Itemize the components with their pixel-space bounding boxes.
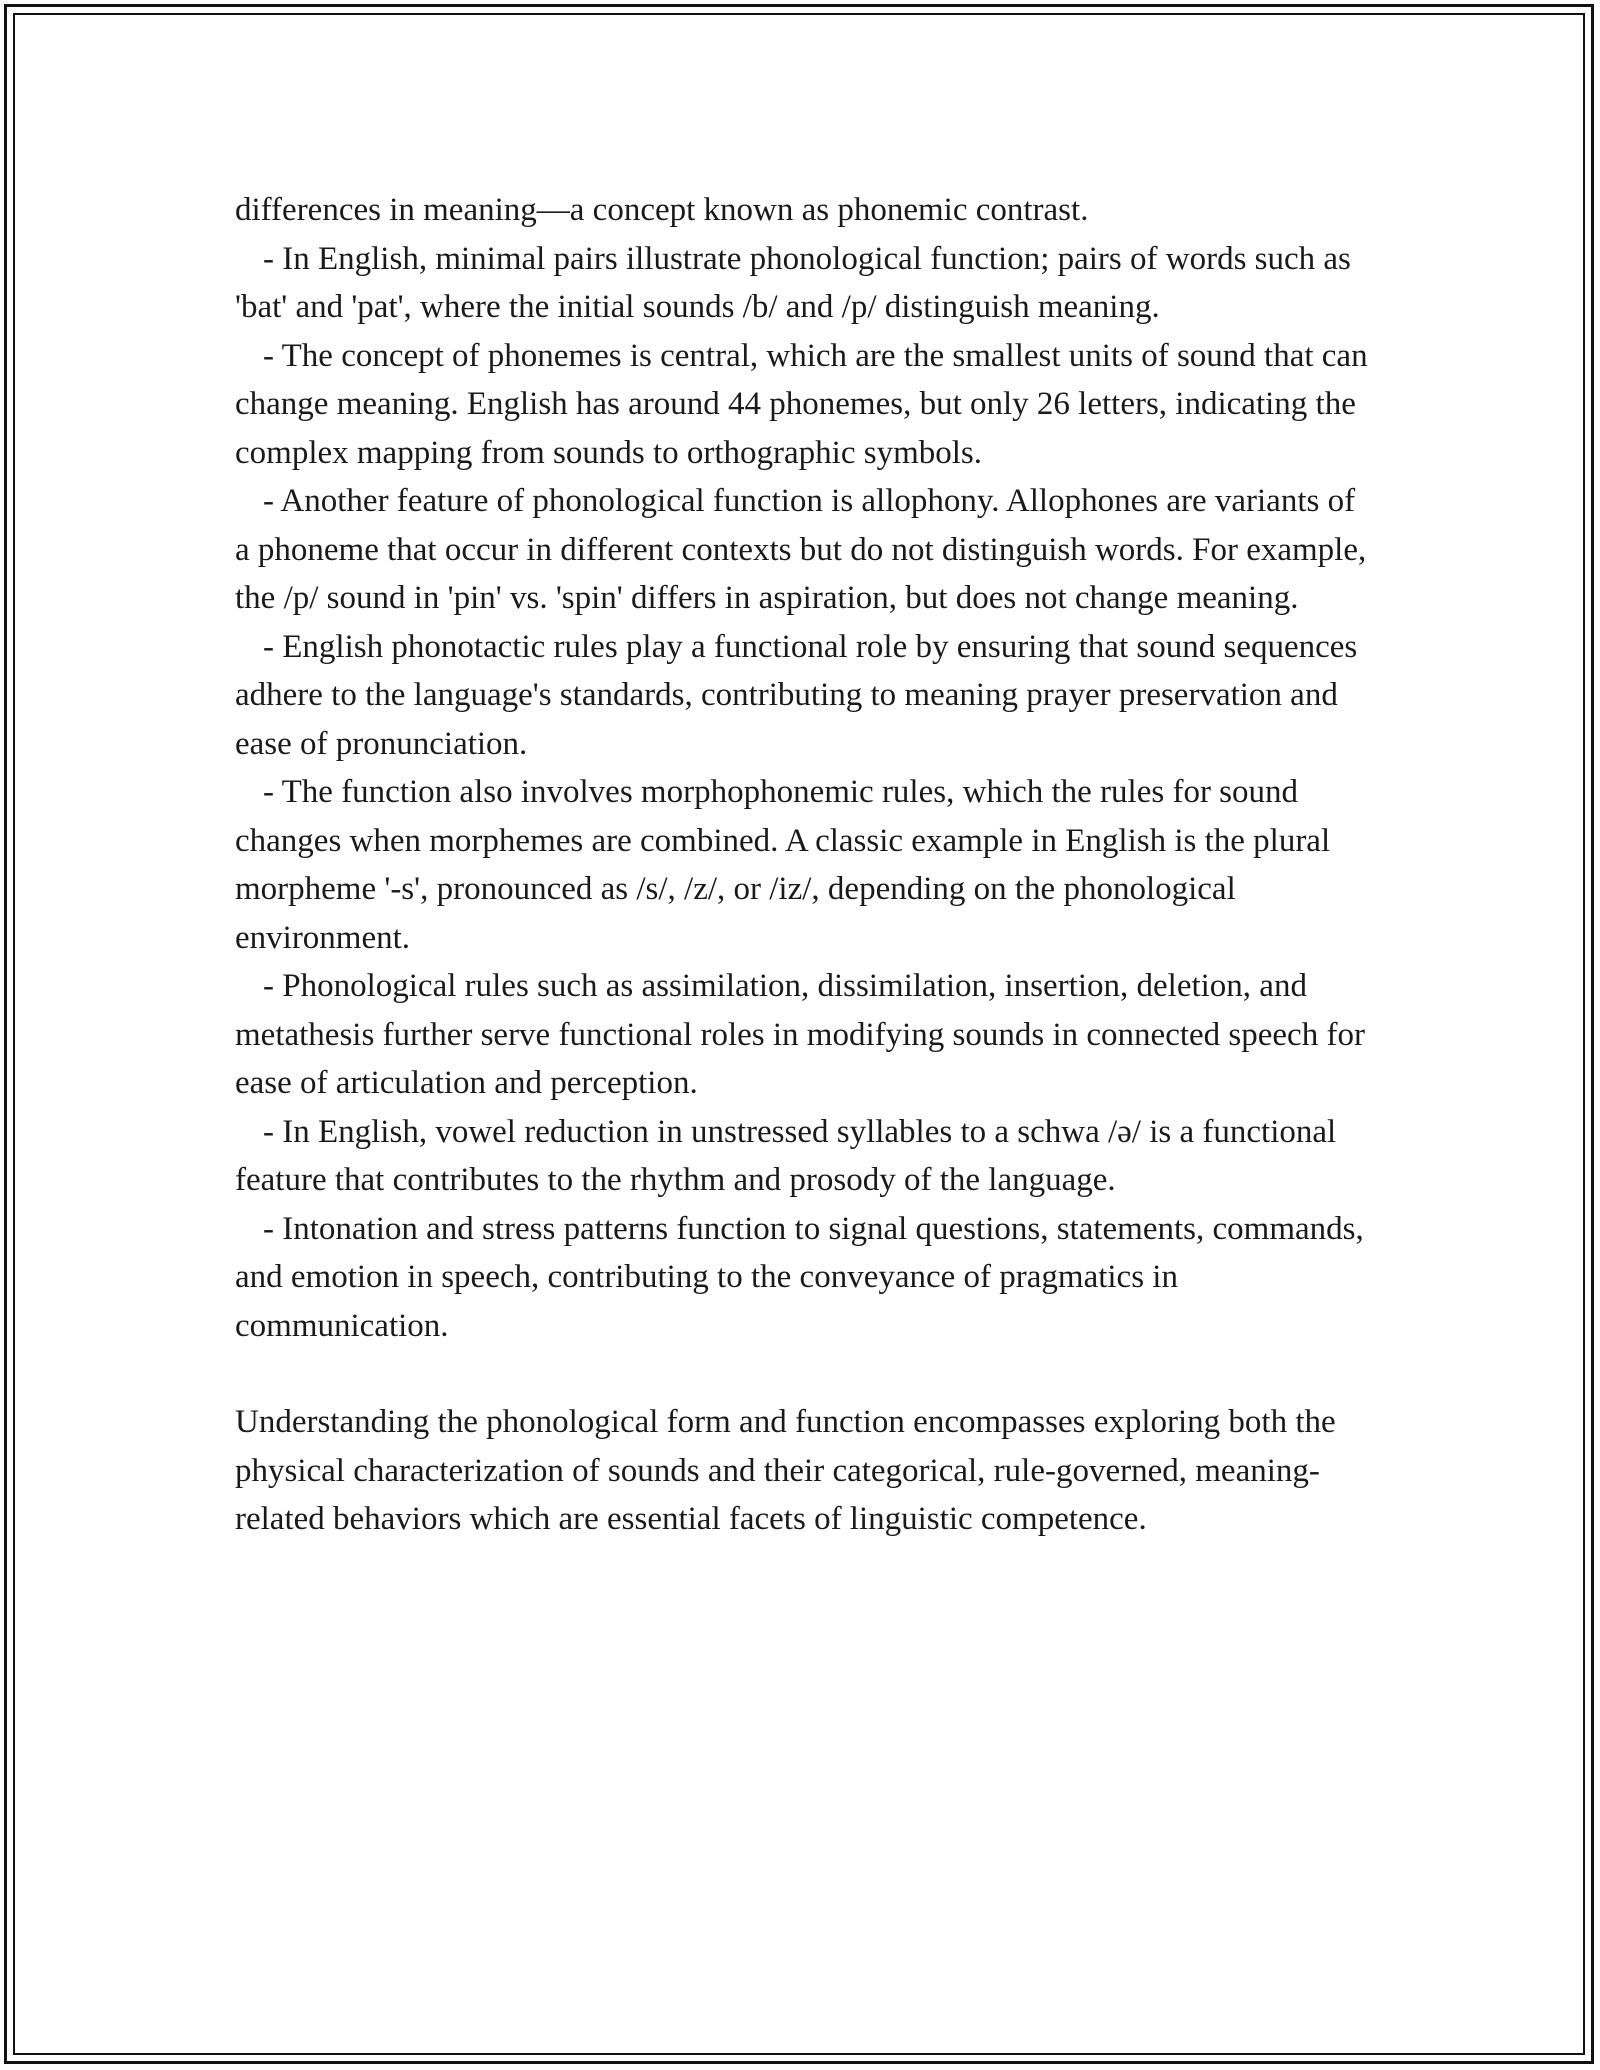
list-item [235, 962, 1375, 1108]
item-text: - Phonological rules such as assimilation, dissimilation, insertion, deletion, and metathesis further serve functional roles in modifying sounds in connected speech for ease of articulation and perception. [235, 968, 1365, 1101]
item-text: - The concept of phonemes is central, which are the smallest units of sound that can change meaning. English has around 44 phonemes, but only 26 letters, indicating the complex mapping from sounds to orthographic symbols. [235, 337, 1368, 471]
lead-line: differences in meaning—a concept known as phonemic contrast. [235, 192, 1089, 228]
item-text: - The function also involves morphophonemic rules, which the rules for sound changes when morphemes are combined. A classic example in English is the plural morpheme '-s', pronounced as /s/, /z/, or /iz/, depending on the phonological environment. [235, 774, 1331, 956]
list-item [235, 332, 1375, 478]
list-item [235, 768, 1375, 962]
list-item [235, 235, 1375, 332]
item-text: - Intonation and stress patterns function to signal questions, statements, commands, and emotion in speech, contributing to the conveyance of pragmatics in communication. [235, 1210, 1364, 1344]
list-item [235, 477, 1375, 623]
list-item [235, 1108, 1375, 1205]
item-text: - English phonotactic rules play a functional role by ensuring that sound sequences adhere to the language's standards, contributing to meaning prayer preservation and ease of pronunciation. [235, 628, 1358, 762]
list-item [235, 1205, 1375, 1351]
item-text: - Another feature of phonological function is allophony. Allophones are variants of a phoneme that occur in different contexts but do not distinguish words. For example, the /p/ sound in 'pin' vs. 'spin' differs in aspiration, but does not change meaning. [235, 483, 1367, 616]
list-item [235, 623, 1375, 769]
conclusion-paragraph: Understanding the phonological form and function encompasses exploring both the physical characterization of sounds and their categorical, rule-governed, meaning-related behaviors which are essential facets of linguistic competence. [235, 1404, 1336, 1537]
item-text: - In English, vowel reduction in unstressed syllables to a schwa /ə/ is a functional feature that contributes to the rhythm and prosody of the language. [235, 1113, 1337, 1198]
paragraph-gap [235, 1350, 1375, 1398]
item-text: - In English, minimal pairs illustrate phonological function; pairs of words such as 'bat' and 'pat', where the initial sounds /b/ and /p/ distinguish meaning. [235, 240, 1351, 325]
document-body [235, 186, 1375, 1544]
